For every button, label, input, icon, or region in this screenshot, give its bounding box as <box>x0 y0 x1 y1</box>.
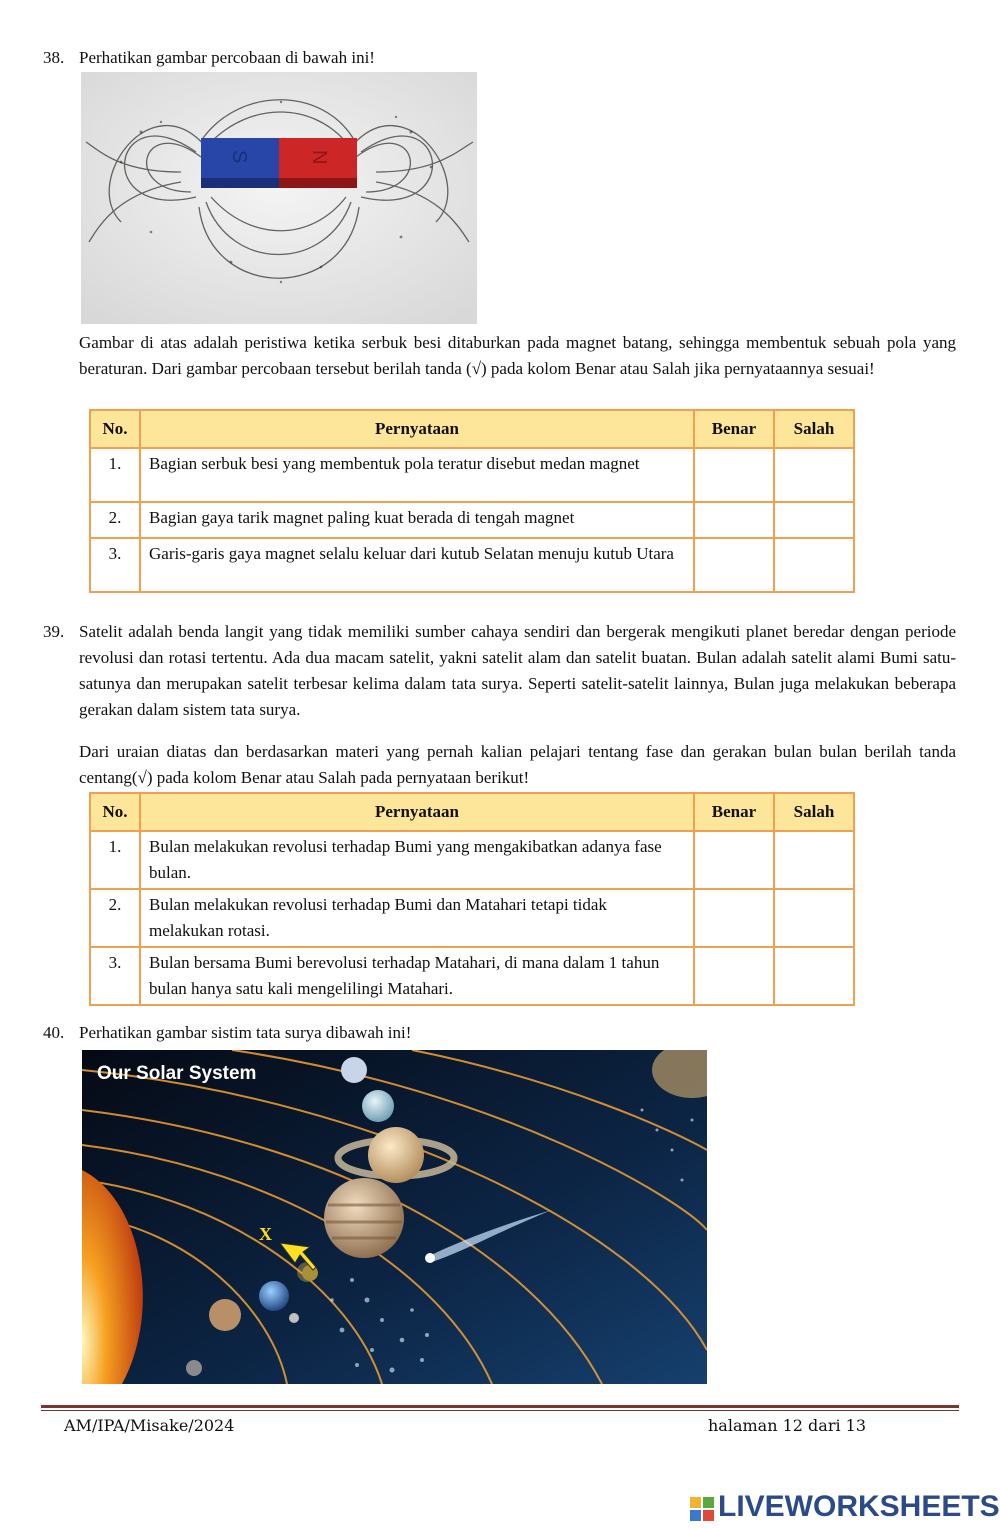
magnet-iron-filings-image <box>81 72 477 324</box>
question-38-table <box>89 409 855 593</box>
salah-checkbox-cell[interactable] <box>774 831 854 889</box>
question-40-prompt: Perhatikan gambar sistim tata surya dibawah ini! <box>79 1023 412 1042</box>
question-39-table <box>89 792 855 1006</box>
row-number: 2. <box>90 502 140 538</box>
magnet-s-label: S <box>228 150 250 164</box>
table-row <box>90 502 854 538</box>
solar-system-title: Our Solar System <box>97 1063 257 1084</box>
salah-checkbox-cell[interactable] <box>774 448 854 502</box>
row-statement: Bagian gaya tarik magnet paling kuat berada di tengah magnet <box>140 502 694 538</box>
planet-x-label: X <box>259 1224 272 1244</box>
table-row <box>90 947 854 1005</box>
question-39-number: 39. <box>43 622 65 641</box>
benar-checkbox-cell[interactable] <box>694 502 774 538</box>
table-row <box>90 538 854 592</box>
question-38-prompt: Perhatikan gambar percobaan di bawah ini! <box>79 48 375 67</box>
salah-checkbox-cell[interactable] <box>774 502 854 538</box>
row-statement: Bulan melakukan revolusi terhadap Bumi yang mengakibatkan adanya fase bulan. <box>140 831 694 889</box>
salah-checkbox-cell[interactable] <box>774 947 854 1005</box>
row-statement: Bulan bersama Bumi berevolusi terhadap Matahari, di mana dalam 1 tahun bulan hanya satu kali mengelilingi Matahari. <box>140 947 694 1005</box>
table-row <box>90 889 854 947</box>
header-no: No. <box>90 410 140 448</box>
row-number: 3. <box>90 947 140 1005</box>
liveworksheets-logo-icon <box>690 1497 714 1521</box>
footer-page-number: halaman 12 dari 13 <box>708 1416 867 1435</box>
salah-checkbox-cell[interactable] <box>774 889 854 947</box>
benar-checkbox-cell[interactable] <box>694 831 774 889</box>
row-number: 3. <box>90 538 140 592</box>
benar-checkbox-cell[interactable] <box>694 448 774 502</box>
table-header-row <box>90 793 854 831</box>
solar-system-image <box>82 1050 707 1384</box>
benar-checkbox-cell[interactable] <box>694 889 774 947</box>
header-salah: Salah <box>774 793 854 831</box>
footer-left: AM/IPA/Misake/2024 <box>64 1416 235 1435</box>
question-38-paragraph: Gambar di atas adalah peristiwa ketika serbuk besi ditaburkan pada magnet batang, sehingga membentuk sebuah pola yang beraturan. Dari gambar percobaan tersebut berilah tanda (√) pada kolom Benar atau Salah jika pernyataannya sesuai! <box>79 333 956 378</box>
question-40-number: 40. <box>43 1023 65 1042</box>
row-statement: Garis-garis gaya magnet selalu keluar dari kutub Selatan menuju kutub Utara <box>140 538 694 592</box>
magnet-n-label: N <box>308 150 330 165</box>
row-number: 1. <box>90 831 140 889</box>
magnet-illustration <box>81 72 477 324</box>
row-number: 1. <box>90 448 140 502</box>
row-statement: Bagian serbuk besi yang membentuk pola teratur disebut medan magnet <box>140 448 694 502</box>
header-benar: Benar <box>694 793 774 831</box>
question-39-paragraph-2: Dari uraian diatas dan berdasarkan materi yang pernah kalian pelajari tentang fase dan gerakan bulan bulan berilah tanda centang(√) pada kolom Benar atau Salah pada pernyataan berikut! <box>79 742 956 787</box>
question-38-number: 38. <box>43 48 65 67</box>
footer-rule <box>41 1405 959 1408</box>
question-39-paragraph-1: Satelit adalah benda langit yang tidak memiliki sumber cahaya sendiri dan bergerak mengikuti planet beredar dengan periode revolusi dan rotasi tertentu. Ada dua macam satelit, yakni satelit alam dan satelit buatan. Bulan adalah satelit alami Bumi satu-satunya dan merupakan satelit terbesar kelima dalam tata surya. Seperti satelit-satelit lainnya, Bulan juga melakukan beberapa gerakan dalam sistem tata surya. <box>79 622 956 719</box>
row-number: 2. <box>90 889 140 947</box>
header-salah: Salah <box>774 410 854 448</box>
footer-rule-thin <box>41 1410 959 1411</box>
header-no: No. <box>90 793 140 831</box>
solar-system-illustration <box>82 1050 707 1384</box>
row-statement: Bulan melakukan revolusi terhadap Bumi dan Matahari tetapi tidak melakukan rotasi. <box>140 889 694 947</box>
benar-checkbox-cell[interactable] <box>694 947 774 1005</box>
benar-checkbox-cell[interactable] <box>694 538 774 592</box>
header-statement: Pernyataan <box>140 410 694 448</box>
header-statement: Pernyataan <box>140 793 694 831</box>
table-row <box>90 448 854 502</box>
header-benar: Benar <box>694 410 774 448</box>
table-row <box>90 831 854 889</box>
table-header-row <box>90 410 854 448</box>
liveworksheets-watermark[interactable]: LIVEWORKSHEETS <box>718 1490 1000 1523</box>
salah-checkbox-cell[interactable] <box>774 538 854 592</box>
